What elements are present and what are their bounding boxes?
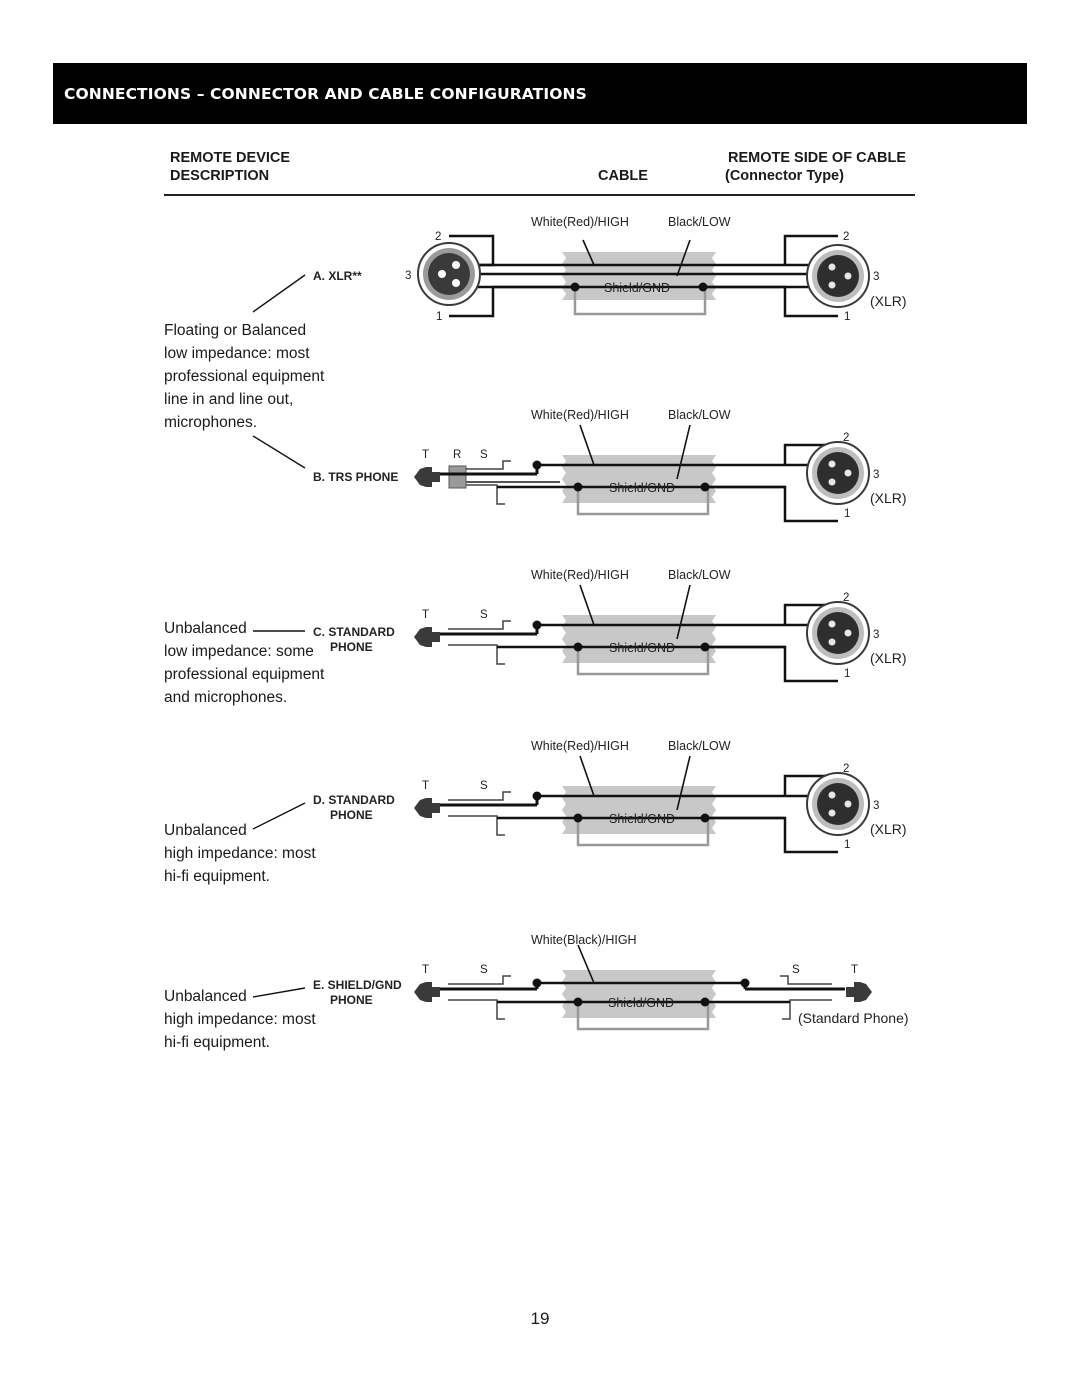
pin-3-label: 3: [873, 271, 880, 283]
description-line: hi-fi equipment.: [164, 1034, 270, 1051]
sleeve-outline: [448, 645, 505, 664]
xlr-connector-icon: [807, 245, 869, 307]
phone-plug-icon: [414, 982, 440, 1002]
solder-dot: [699, 283, 708, 292]
description-line: professional equipment: [164, 666, 325, 683]
solder-dot: [574, 483, 583, 492]
description-line: hi-fi equipment.: [164, 868, 270, 885]
high-wire-label: White(Red)/HIGH: [531, 739, 629, 753]
xlr-connector-icon: [418, 243, 480, 305]
config-c: [253, 568, 907, 681]
connector-label: B. TRS PHONE: [313, 470, 399, 484]
config-e: [253, 933, 909, 1029]
config-a: [253, 215, 907, 323]
shield-wire-label: Shield/GND: [609, 641, 675, 655]
pin-3-label: 3: [873, 469, 880, 481]
connector-label: C. STANDARD: [313, 625, 395, 639]
pin-3-label: 3: [873, 629, 880, 641]
column-header-remote-line2: (Connector Type): [725, 168, 844, 184]
pin-2-label: 2: [843, 432, 850, 444]
shield-wire-label: Shield/GND: [609, 481, 675, 495]
connector-a-label: A. XLR**: [313, 269, 362, 283]
remote-connector-type: (XLR): [870, 650, 907, 666]
description-line: and microphones.: [164, 689, 288, 706]
description-line: low impedance: most: [164, 345, 310, 362]
description-line: high impedance: most: [164, 845, 316, 862]
tip-letter: T: [422, 449, 430, 461]
pointer-line: [253, 803, 305, 829]
description-line: microphones.: [164, 414, 258, 431]
config-b: [253, 408, 907, 521]
solder-dot: [574, 998, 583, 1007]
description-line: low impedance: some: [164, 643, 314, 660]
sleeve-letter: S: [792, 964, 800, 976]
cable-sheath: [562, 455, 716, 503]
remote-connector-type: (XLR): [870, 490, 907, 506]
tip-letter: T: [851, 964, 859, 976]
phone-plug-icon: [414, 798, 440, 818]
description-line: Floating or Balanced: [164, 322, 307, 339]
pointer-line: [253, 988, 305, 997]
column-header-cable: CABLE: [598, 168, 648, 184]
pin-1-label: 1: [844, 508, 851, 520]
config-d: [253, 739, 907, 852]
remote-connector-type: (XLR): [870, 293, 907, 309]
remote-connector-type: (XLR): [870, 821, 907, 837]
pin-1-label: 1: [436, 311, 443, 323]
solder-dot: [574, 814, 583, 823]
sleeve-letter: S: [480, 609, 488, 621]
pin-1-label: 1: [844, 311, 851, 323]
xlr-connector-icon: [807, 773, 869, 835]
low-wire-label: Black/LOW: [668, 215, 731, 229]
phone-plug-icon: [414, 467, 440, 487]
connector-label-line2: PHONE: [330, 640, 373, 654]
column-header-remote-line1: REMOTE SIDE OF CABLE: [728, 150, 907, 166]
high-wire-label: White(Red)/HIGH: [531, 408, 629, 422]
connector-label-line2: PHONE: [330, 993, 373, 1007]
pin-2-label: 2: [843, 231, 850, 243]
low-wire-label: Black/LOW: [668, 568, 731, 582]
page-number: 19: [530, 1309, 550, 1328]
tip-letter: T: [422, 609, 430, 621]
high-wire-label: White(Red)/HIGH: [531, 215, 629, 229]
solder-dot: [574, 643, 583, 652]
connector-label: E. SHIELD/GND: [313, 978, 402, 992]
shield-wire-label: Shield/GND: [609, 812, 675, 826]
high-wire-label: White(Black)/HIGH: [531, 933, 637, 947]
sleeve-outline: [448, 1000, 505, 1019]
pointer-line: [253, 275, 305, 312]
pin-3-label: 3: [873, 800, 880, 812]
ring-letter: R: [453, 449, 462, 461]
pin-2-label: 2: [843, 592, 850, 604]
low-wire-label: Black/LOW: [668, 739, 731, 753]
description-line: line in and line out,: [164, 391, 294, 408]
sleeve-outline: [448, 816, 505, 835]
sleeve-letter: S: [480, 780, 488, 792]
description-line: Unbalanced: [164, 822, 247, 839]
cable-sheath: [562, 786, 716, 834]
description-line: high impedance: most: [164, 1011, 316, 1028]
sleeve-outline: [448, 621, 511, 629]
pin-2-label: 2: [843, 763, 850, 775]
low-wire-label: Black/LOW: [668, 408, 731, 422]
column-header-device-line1: REMOTE DEVICE: [170, 150, 291, 166]
sleeve-outline: [448, 792, 511, 800]
description-line: professional equipment: [164, 368, 325, 385]
high-wire-label: White(Red)/HIGH: [531, 568, 629, 582]
pin-1-label: 1: [844, 839, 851, 851]
solder-dot: [533, 461, 542, 470]
cable-sheath: [562, 970, 716, 1018]
pin-3-label: 3: [405, 270, 412, 282]
pointer-line: [253, 436, 305, 468]
column-header-device-line2: DESCRIPTION: [170, 168, 270, 184]
description-line: Unbalanced: [164, 988, 247, 1005]
section-title: CONNECTIONS – CONNECTOR AND CABLE CONFIGURATIONS: [64, 85, 587, 103]
sleeve-outline: [448, 976, 511, 984]
shield-wire-label: Shield/GND: [608, 996, 674, 1010]
sleeve-outline: [466, 461, 511, 469]
xlr-connector-icon: [807, 442, 869, 504]
solder-dot: [571, 283, 580, 292]
xlr-connector-icon: [807, 602, 869, 664]
sleeve-outline: [780, 976, 832, 984]
pin-1-label: 1: [844, 668, 851, 680]
phone-plug-icon: [846, 982, 872, 1002]
solder-dot: [533, 621, 542, 630]
description-line: Unbalanced: [164, 620, 247, 637]
remote-connector-type: (Standard Phone): [798, 1010, 909, 1026]
ring-contact: [449, 466, 466, 488]
sleeve-letter: S: [480, 964, 488, 976]
phone-plug-icon: [414, 627, 440, 647]
connector-label: D. STANDARD: [313, 793, 395, 807]
solder-dot: [533, 792, 542, 801]
shield-wire-label: Shield/GND: [604, 281, 670, 295]
tip-letter: T: [422, 780, 430, 792]
tip-letter: T: [422, 964, 430, 976]
connector-label-line2: PHONE: [330, 808, 373, 822]
sleeve-letter: S: [480, 449, 488, 461]
solder-dot: [533, 979, 542, 988]
pin-2-label: 2: [435, 231, 442, 243]
cable-sheath: [562, 615, 716, 663]
